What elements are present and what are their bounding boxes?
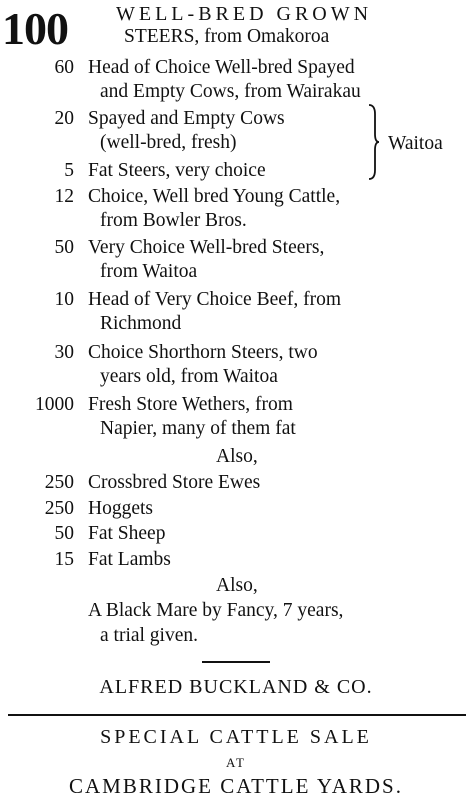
entry-qty: 12 [54,186,74,207]
sheep-item: Crossbred Store Ewes [88,472,261,493]
entry-line: from Bowler Bros. [100,210,247,231]
divider [202,661,270,663]
entry-line: years old, from Waitoa [100,366,278,387]
entry-line: (well-bred, fresh) [100,132,237,153]
footer-title: SPECIAL CATTLE SALE [100,726,372,748]
header-title: WELL-BRED GROWN [116,3,373,25]
entry-qty: 60 [54,57,74,78]
sheep-qty: 50 [54,523,74,544]
entry-qty: 30 [54,342,74,363]
entry-line: Richmond [100,313,182,334]
mare-line: a trial given. [100,625,199,646]
entry-line: Head of Choice Well-bred Spayed [88,57,355,78]
entry-qty: 20 [54,108,74,129]
sheep-qty: 15 [54,549,74,570]
sheep-item: Hoggets [88,498,153,519]
curly-brace-icon [368,104,380,180]
entry-line: Very Choice Well-bred Steers, [88,237,325,258]
also-heading: Also, [216,446,258,467]
entry-line: from Waitoa [100,261,198,282]
also-heading: Also, [216,575,258,596]
entry-line: Fresh Store Wethers, from [88,394,293,415]
entry-qty: 5 [64,160,74,181]
footer-at: AT [226,755,246,770]
sheep-qty: 250 [44,498,74,519]
mare-line: A Black Mare by Fancy, 7 years, [88,600,344,621]
entry-line: Spayed and Empty Cows [88,108,285,129]
entry-line: Choice Shorthorn Steers, two [88,342,318,363]
sheep-item: Fat Sheep [88,523,166,544]
sheep-item: Fat Lambs [88,549,171,570]
entry-line: and Empty Cows, from Wairakau [100,81,361,102]
entry-line: Fat Steers, very choice [88,160,266,181]
footer-location: CAMBRIDGE CATTLE YARDS. [69,774,403,798]
entry-qty: 1000 [35,394,74,415]
sheep-qty: 250 [44,472,74,493]
firm-name: ALFRED BUCKLAND & CO. [99,676,373,698]
divider [8,714,466,716]
entry-qty: 50 [54,237,74,258]
header-subtitle: STEERS, from Omakoroa [124,26,330,47]
header-quantity: 100 [2,3,68,54]
entry-line: Head of Very Choice Beef, from [88,289,342,310]
brace-label: Waitoa [388,133,443,154]
entry-line: Napier, many of them fat [100,418,296,439]
entry-line: Choice, Well bred Young Cattle, [88,186,341,207]
entry-qty: 10 [54,289,74,310]
